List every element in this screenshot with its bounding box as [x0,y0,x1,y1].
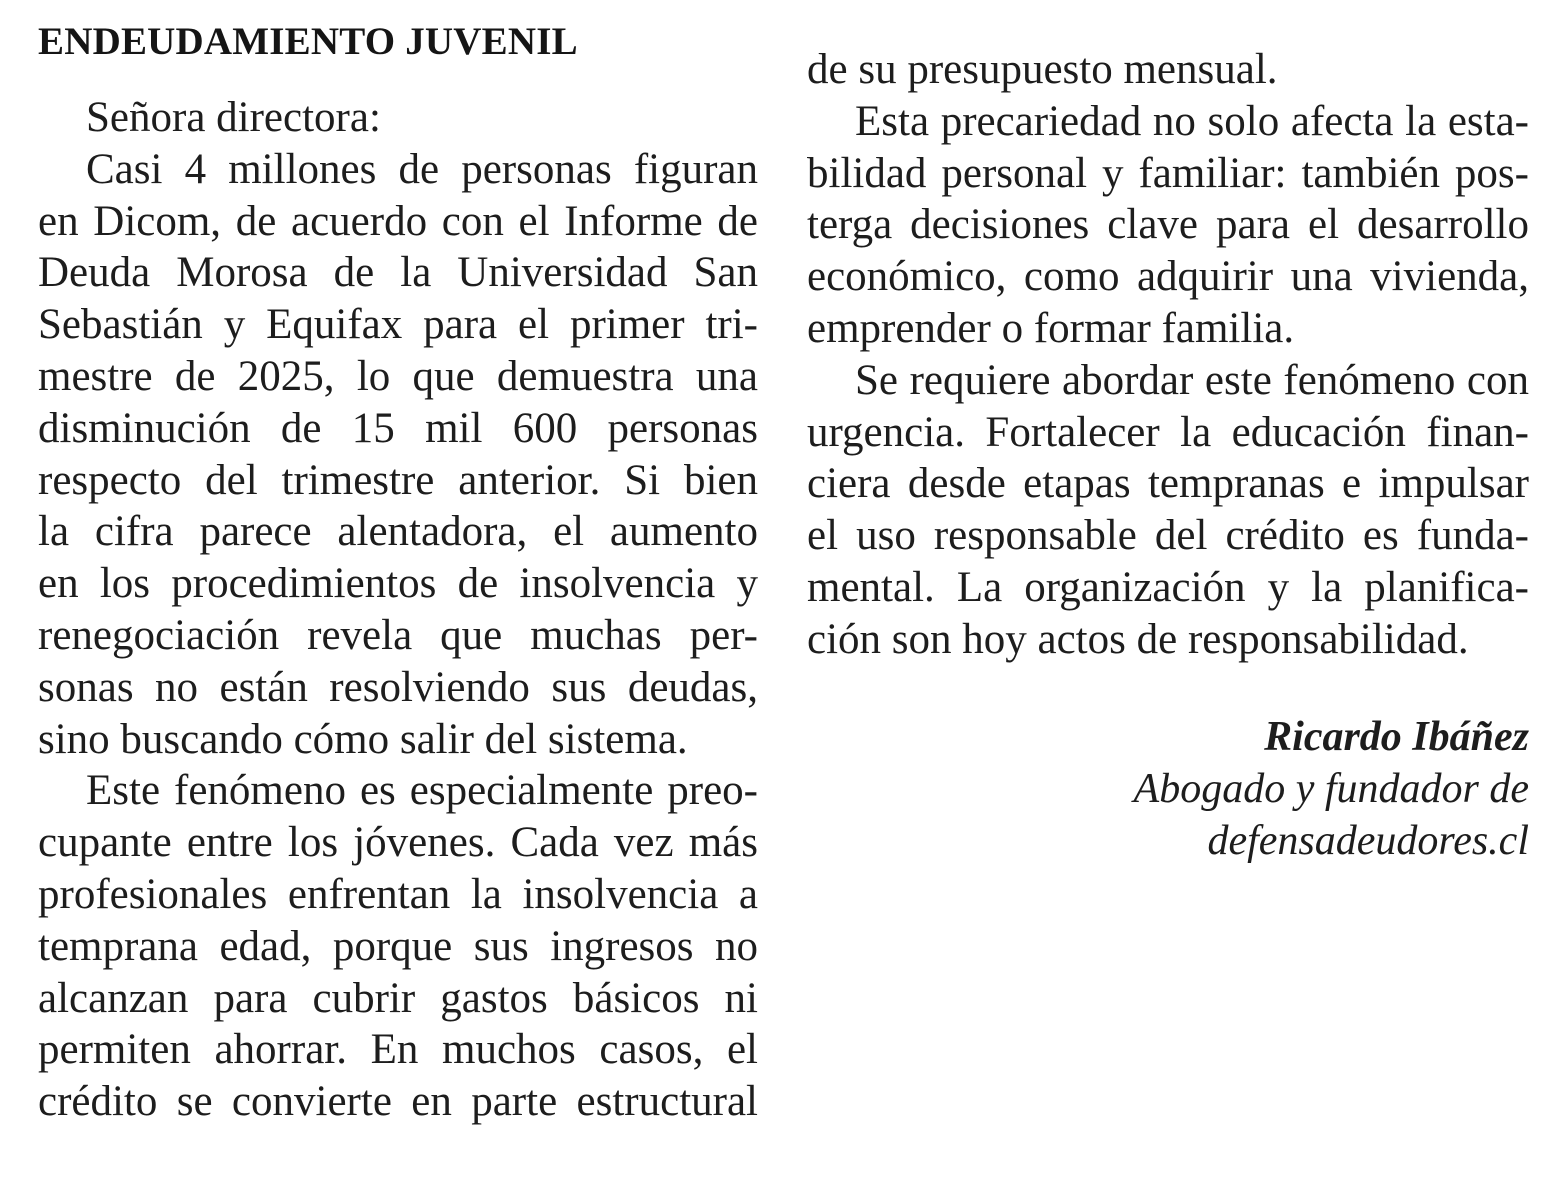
text-line: ción son hoy actos de responsabilidad. [807,615,1469,663]
text-line: crédito se convierte en parte estructural [38,1078,758,1126]
right-column [807,44,1529,666]
text-line: Este fenómeno es especialmente preo- [86,767,758,815]
text-line: cupante entre los jóvenes. Cada vez más [38,819,758,867]
text-line: Sebastián y Equifax para el primer tri- [38,301,758,349]
text-line: temprana edad, porque sus ingresos no [38,922,758,970]
text-line: en Dicom, de acuerdo con el Informe de [38,197,758,245]
text-line: el uso responsable del crédito es funda- [807,512,1529,560]
text-line: Casi 4 millones de personas figuran [86,145,758,193]
text-line: permiten ahorrar. En muchos casos, el [38,1026,758,1074]
text-line: Señora directora: [86,94,381,141]
text-line: económico, como adquirir una vivienda, [807,253,1529,301]
letter-headline: ENDEUDAMIENTO JUVENIL [38,20,578,63]
text-line: la cifra parece alentadora, el aumento [38,508,758,556]
text-line: sino buscando cómo salir del sistema. [38,715,688,763]
text-line: alcanzan para cubrir gastos básicos ni [38,974,758,1022]
text-line: respecto del trimestre anterior. Si bien [38,456,758,504]
text-line: terga decisiones clave para el desarrollo [807,201,1529,249]
text-line: emprender o formar familia. [807,304,1295,352]
text-line: profesionales enfrentan la insolvencia a [38,870,758,918]
text-line: Deuda Morosa de la Universidad San [38,249,758,297]
text-line: mestre de 2025, lo que demuestra una [38,352,758,400]
text-line: urgencia. Fortalecer la educación finan- [807,408,1529,456]
text-line: disminución de 15 mil 600 personas [38,404,758,452]
author-title-line2: defensadeudores.cl [1207,817,1529,864]
left-column [38,92,758,1128]
text-line: Esta precariedad no solo afecta la esta- [855,97,1529,145]
text-line: de su presupuesto mensual. [807,46,1278,93]
signature-block [809,712,1529,867]
author-title-line1: Abogado y fundador de [1133,765,1529,812]
text-line: renegociación revela que muchas per- [38,611,758,659]
text-line: ciera desde etapas tempranas e impulsar [807,460,1529,508]
text-line: mental. La organización y la planifica- [807,563,1529,611]
author-name: Ricardo Ibáñez [1264,714,1529,760]
text-line: en los procedimientos de insolvencia y [38,560,758,608]
text-line: Se requiere abordar este fenómeno con [855,356,1529,404]
text-line: sonas no están resolviendo sus deudas, [38,663,758,711]
text-line: bilidad personal y familiar: también pos- [807,149,1529,197]
